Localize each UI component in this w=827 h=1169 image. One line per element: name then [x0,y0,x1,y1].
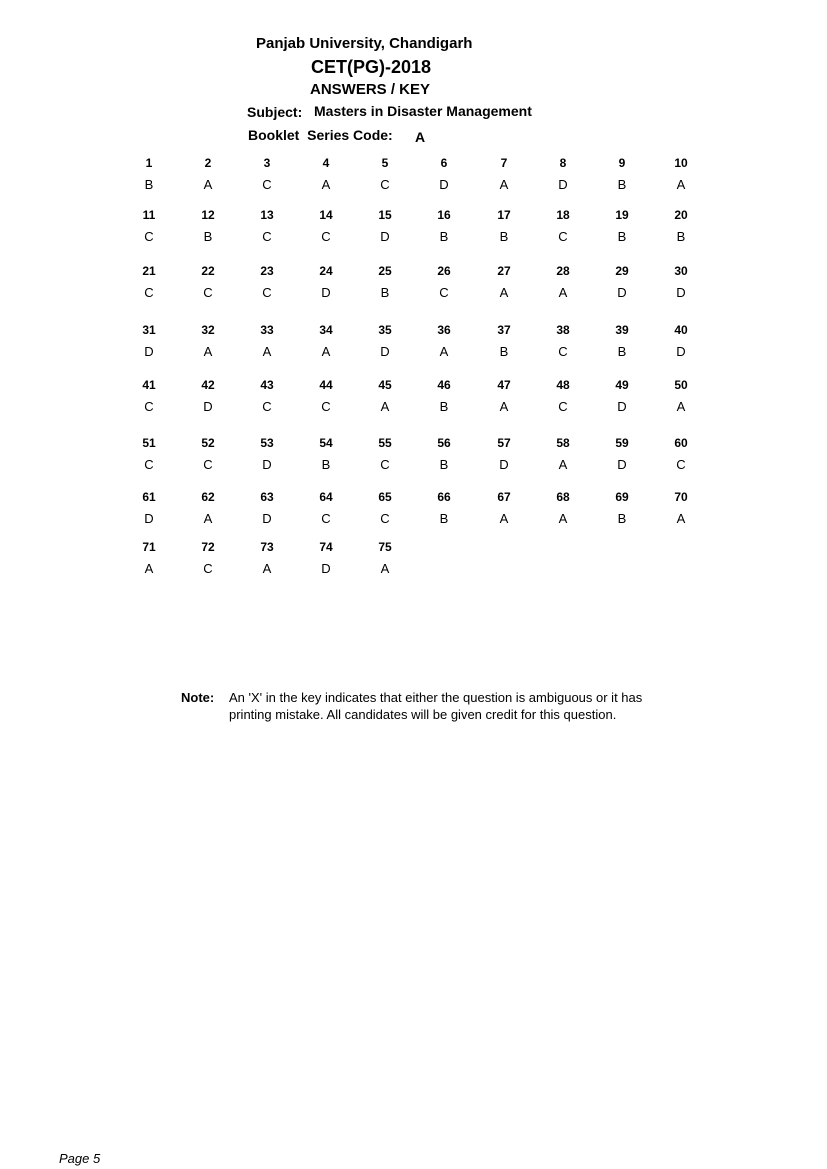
series-code-value: A [415,129,426,145]
question-number: 31 [142,323,156,337]
question-number: 21 [142,264,156,278]
question-number: 53 [260,436,274,450]
answer-letter: C [144,285,154,300]
answer-row [0,156,827,204]
question-number: 71 [142,540,156,554]
answer-letter: A [203,177,213,192]
question-number: 45 [378,378,392,392]
question-number: 62 [201,490,215,504]
question-number: 12 [201,208,215,222]
answer-letter: B [617,177,627,192]
question-number: 40 [674,323,688,337]
question-number: 15 [378,208,392,222]
answer-letter: B [203,229,213,244]
question-number: 24 [319,264,333,278]
answer-letter: D [321,561,331,576]
question-number: 23 [260,264,274,278]
question-number: 43 [260,378,274,392]
question-number: 59 [615,436,629,450]
answer-letter: C [558,344,568,359]
question-number: 66 [437,490,451,504]
answer-letter: A [499,511,509,526]
answer-letter: B [439,511,449,526]
question-number: 70 [674,490,688,504]
question-number: 6 [440,156,448,170]
answer-letter: D [203,399,213,414]
question-number: 25 [378,264,392,278]
answer-letter: D [617,285,627,300]
answer-letter: D [262,457,272,472]
answer-row [0,436,827,484]
answer-letter: D [321,285,331,300]
question-number: 55 [378,436,392,450]
answer-letter: D [380,344,390,359]
question-number: 44 [319,378,333,392]
subject-label: Subject: [247,104,303,120]
answer-letter: C [380,511,390,526]
answer-letter: C [262,229,272,244]
question-number: 3 [263,156,271,170]
answer-letter: C [144,399,154,414]
answer-letter: B [499,229,509,244]
answer-row [0,490,827,538]
answer-key-heading: ANSWERS / KEY [310,81,431,98]
answer-letter: A [262,561,272,576]
question-number: 42 [201,378,215,392]
question-number: 51 [142,436,156,450]
answer-letter: D [439,177,449,192]
answer-letter: A [558,285,568,300]
question-number: 47 [497,378,511,392]
question-number: 54 [319,436,333,450]
answer-letter: B [439,457,449,472]
question-number: 14 [319,208,333,222]
question-number: 4 [322,156,330,170]
answer-letter: A [558,457,568,472]
answer-letter: D [676,285,686,300]
question-number: 20 [674,208,688,222]
answer-letter: B [144,177,154,192]
question-number: 49 [615,378,629,392]
question-number: 57 [497,436,511,450]
series-code-label: Booklet Series Code: [248,127,393,143]
answer-letter: B [617,511,627,526]
question-number: 9 [618,156,626,170]
question-number: 13 [260,208,274,222]
answer-letter: A [380,399,390,414]
answer-letter: C [262,399,272,414]
question-number: 65 [378,490,392,504]
answer-letter: B [321,457,331,472]
question-number: 36 [437,323,451,337]
question-number: 29 [615,264,629,278]
answer-letter: D [499,457,509,472]
question-number: 35 [378,323,392,337]
answer-letter: A [203,511,213,526]
question-number: 63 [260,490,274,504]
answer-letter: D [558,177,568,192]
answer-row [0,323,827,371]
question-number: 72 [201,540,215,554]
subject-value: Masters in Disaster Management [314,103,532,119]
answer-letter: D [144,344,154,359]
question-number: 16 [437,208,451,222]
question-number: 37 [497,323,511,337]
answer-letter: A [380,561,390,576]
answer-row [0,208,827,256]
answer-letter: C [439,285,449,300]
question-number: 48 [556,378,570,392]
note-text-line-1: An 'X' in the key indicates that either the question is ambiguous or it has [229,690,643,705]
question-number: 10 [674,156,688,170]
answer-letter: D [380,229,390,244]
question-number: 69 [615,490,629,504]
answer-letter: C [144,457,154,472]
question-number: 34 [319,323,333,337]
answer-letter: B [676,229,686,244]
answer-letter: C [321,229,331,244]
answer-letter: C [321,399,331,414]
question-number: 39 [615,323,629,337]
question-number: 52 [201,436,215,450]
question-number: 27 [497,264,511,278]
question-number: 60 [674,436,688,450]
answer-letter: B [617,344,627,359]
question-number: 56 [437,436,451,450]
question-number: 2 [204,156,212,170]
answer-letter: A [676,511,686,526]
answer-letter: A [439,344,449,359]
question-number: 22 [201,264,215,278]
answer-letter: D [262,511,272,526]
question-number: 26 [437,264,451,278]
question-number: 19 [615,208,629,222]
answer-row [0,378,827,426]
answer-letter: A [203,344,213,359]
note-text-line-2: printing mistake. All candidates will be given credit for this question. [229,707,617,722]
answer-letter: A [262,344,272,359]
question-number: 73 [260,540,274,554]
answer-letter: A [676,399,686,414]
answer-letter: C [203,457,213,472]
question-number: 41 [142,378,156,392]
answer-letter: C [558,399,568,414]
question-number: 67 [497,490,511,504]
question-number: 17 [497,208,511,222]
answer-letter: C [203,561,213,576]
answer-letter: A [499,399,509,414]
question-number: 38 [556,323,570,337]
note-label: Note: [181,690,215,705]
question-number: 30 [674,264,688,278]
answer-letter: C [321,511,331,526]
question-number: 28 [556,264,570,278]
question-number: 74 [319,540,333,554]
question-number: 8 [559,156,567,170]
question-number: 7 [500,156,508,170]
question-number: 32 [201,323,215,337]
question-number: 58 [556,436,570,450]
answer-letter: A [499,177,509,192]
answer-letter: C [380,177,390,192]
answer-letter: B [617,229,627,244]
answer-letter: D [144,511,154,526]
answer-letter: A [558,511,568,526]
answer-letter: D [617,399,627,414]
answer-letter: B [439,399,449,414]
answer-letter: C [262,177,272,192]
answer-letter: D [617,457,627,472]
answer-letter: C [144,229,154,244]
question-number: 1 [145,156,153,170]
answer-letter: B [439,229,449,244]
answer-letter: D [676,344,686,359]
answer-letter: A [676,177,686,192]
question-number: 46 [437,378,451,392]
answer-letter: A [144,561,154,576]
question-number: 61 [142,490,156,504]
answer-letter: C [558,229,568,244]
answer-letter: B [499,344,509,359]
question-number: 33 [260,323,274,337]
question-number: 64 [319,490,333,504]
answer-letter: A [499,285,509,300]
answer-letter: C [380,457,390,472]
question-number: 11 [142,208,156,222]
answer-letter: B [380,285,390,300]
question-number: 18 [556,208,570,222]
question-number: 68 [556,490,570,504]
answer-row [0,264,827,312]
page-number: Page 5 [59,1151,101,1166]
answer-letter: A [321,344,331,359]
question-number: 75 [378,540,392,554]
question-number: 5 [381,156,389,170]
question-number: 50 [674,378,688,392]
answer-row [0,540,827,588]
exam-title: CET(PG)-2018 [311,57,432,77]
answer-letter: C [262,285,272,300]
answer-letter: C [203,285,213,300]
answer-letter: C [676,457,686,472]
answer-letter: A [321,177,331,192]
university-title: Panjab University, Chandigarh [256,35,473,52]
